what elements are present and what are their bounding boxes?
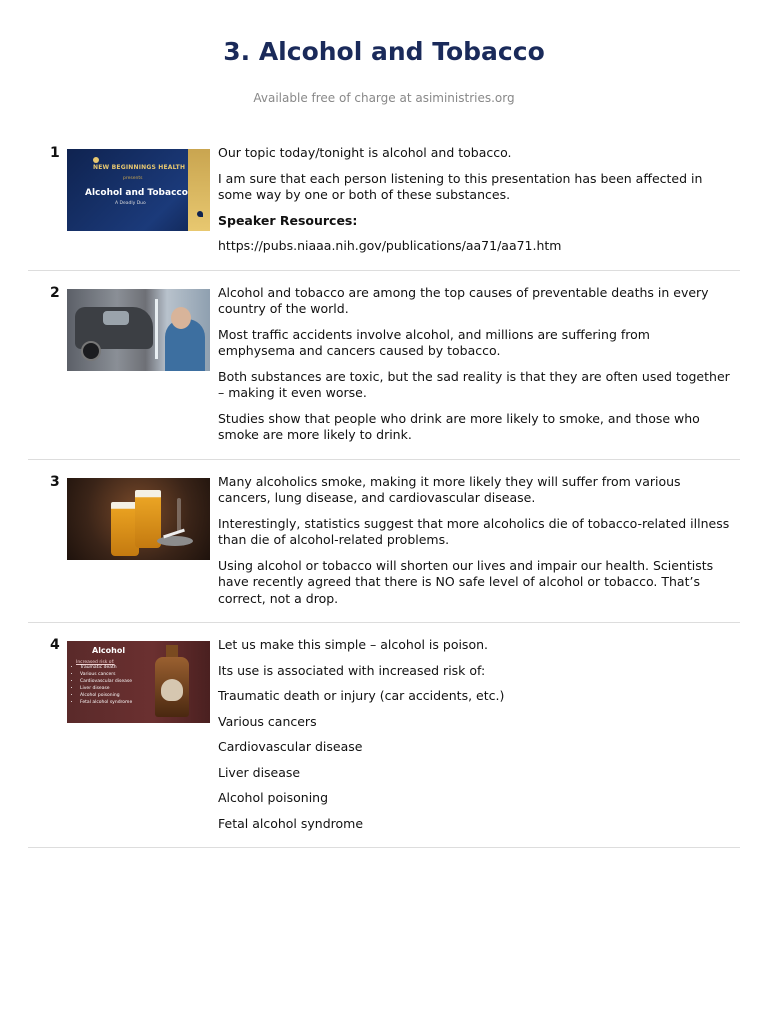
note-paragraph: I am sure that each person listening to this presentation has been affected in some way by one or both of these substances.: [218, 170, 703, 202]
resource-link[interactable]: https://pubs.niaaa.nih.gov/publications/aa71/aa71.htm: [218, 238, 562, 253]
note-paragraph: Traumatic death or injury (car accidents, etc.): [218, 688, 505, 703]
oxygen-tube: [155, 299, 158, 359]
slide-row: [28, 131, 740, 271]
slide-row: [28, 460, 740, 624]
slide-thumbnail: [67, 478, 210, 560]
note-paragraph: Cardiovascular disease: [218, 739, 363, 754]
note-paragraph: Studies show that people who drink are more likely to smoke, and those who smoke are more likely to drink.: [218, 410, 700, 442]
thumbnail-lead: Increased risk of:: [76, 660, 115, 665]
note-paragraph: Interestingly, statistics suggest that more alcoholics die of tobacco-related illness than die of alcohol-related problems.: [218, 515, 730, 547]
thumbnail-subtitle: A Deadly Duo: [115, 201, 146, 206]
note-paragraph: Using alcohol or tobacco will shorten our lives and impair our health. Scientists have recently agreed that there is NO safe level of alcohol or tobacco. That’s correct, not a drop.: [218, 557, 714, 606]
note-paragraph: Its use is associated with increased risk of:: [218, 662, 486, 678]
thumbnail-bullets: [72, 664, 132, 706]
note-paragraph: Our topic today/tonight is alcohol and tobacco.: [218, 145, 512, 160]
thumbnail-bullet: • Liver disease: [80, 685, 132, 692]
car-wheel: [81, 341, 101, 361]
speaker-notes: [218, 145, 730, 255]
note-paragraph: Liver disease: [218, 764, 301, 780]
speaker-notes: [218, 637, 730, 832]
thumbnail-presents: presents: [123, 176, 143, 181]
slide-row: [28, 271, 740, 460]
page-subtitle: Available free of charge at asiministries.org: [253, 91, 515, 105]
slide-thumbnail: [67, 149, 210, 231]
smoke-image: [177, 498, 181, 532]
logo-icon: [93, 157, 99, 163]
slide-thumbnail: [67, 289, 210, 371]
speaker-notes: [218, 474, 730, 608]
note-heading: Speaker Resources:: [218, 212, 358, 228]
ashtray-image: [157, 536, 193, 546]
slide-number: 4: [50, 637, 60, 653]
car-window: [103, 311, 129, 325]
note-paragraph: Let us make this simple – alcohol is poison.: [218, 637, 488, 652]
slide-list: [0, 131, 768, 848]
note-paragraph: Most traffic accidents involve alcohol, and millions are suffering from emphysema and cancers caused by tobacco.: [218, 326, 650, 358]
thumbnail-bullet: • Various cancers: [80, 671, 132, 678]
note-paragraph: Many alcoholics smoke, making it more likely they will suffer from various cancers, lung disease, and cardiovascular disease.: [218, 473, 681, 505]
slide-number: 2: [50, 284, 60, 301]
thumbnail-title: Alcohol: [92, 646, 126, 655]
note-paragraph: Alcohol and tobacco are among the top causes of preventable deaths in every country of the world.: [218, 284, 709, 316]
skull-icon: [161, 679, 183, 701]
note-paragraph: Alcohol poisoning: [218, 790, 329, 805]
slide-number: 3: [50, 473, 60, 490]
slide-row: [28, 623, 740, 848]
thumbnail-title: Alcohol and Tobacco: [85, 188, 188, 198]
note-paragraph: Fetal alcohol syndrome: [218, 815, 364, 831]
slide-number: 1: [50, 145, 60, 161]
note-paragraph: Various cancers: [218, 713, 317, 729]
page-title: 3. Alcohol and Tobacco: [223, 37, 545, 66]
slide-thumbnail: [67, 641, 210, 723]
thumbnail-bullet: • Cardiovascular disease: [80, 678, 132, 685]
thumbnail-org: NEW BEGINNINGS HEALTH: [93, 164, 186, 171]
thumbnail-bullet: • Traumatic death: [80, 664, 132, 671]
note-paragraph: Both substances are toxic, but the sad reality is that they are often used together – making it even worse.: [218, 368, 730, 400]
speaker-notes: [218, 285, 730, 444]
gold-band: [188, 149, 210, 231]
patient-head: [171, 307, 191, 329]
thumbnail-bullet: • Fetal alcohol syndrome: [80, 699, 132, 706]
flame-icon: [197, 211, 203, 217]
thumbnail-bullet: • Alcohol poisoning: [80, 692, 132, 699]
